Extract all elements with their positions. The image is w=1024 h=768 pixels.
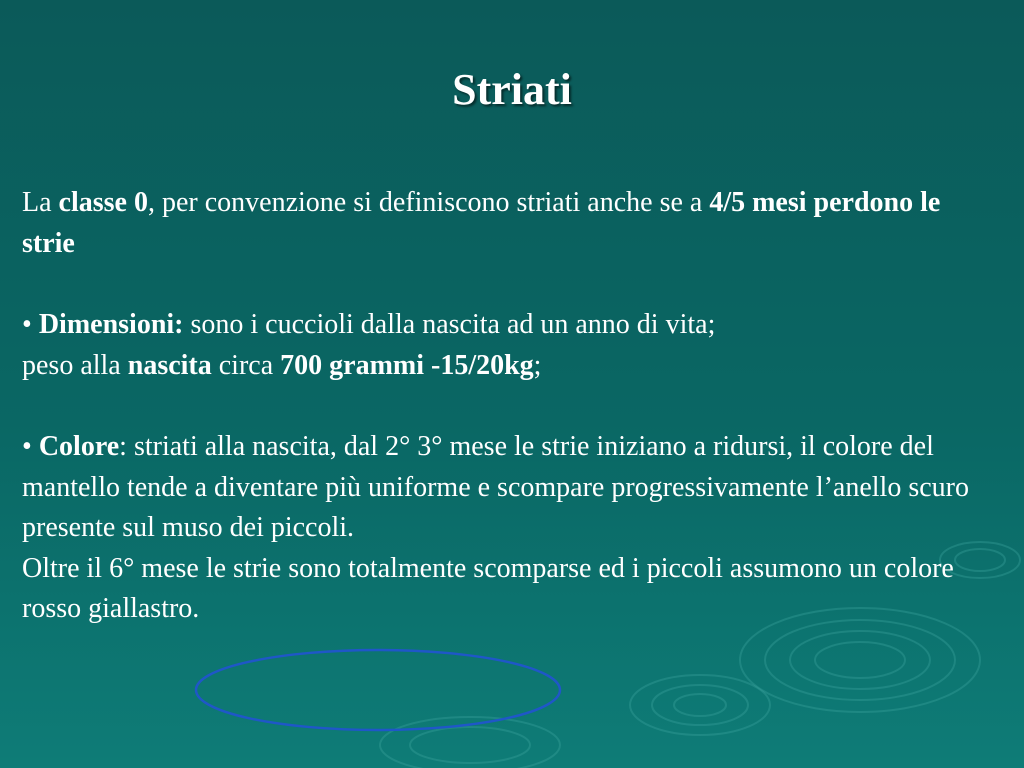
color-label: Colore [38, 431, 120, 462]
spacer [22, 386, 997, 427]
slide-body [22, 183, 997, 630]
color-bullet [22, 427, 997, 549]
color-after-six-months: Oltre il 6° mese le strie sono totalmente scomparse ed i piccoli assumono un colore rosso giallastro. [22, 552, 954, 624]
weight-text: circa [211, 349, 281, 381]
intro-text: , per convenzione si definiscono striati anche se a [147, 187, 710, 218]
dimensions-bullet [22, 305, 997, 346]
bullet-mark: • [22, 309, 39, 340]
weight-text: peso alla [22, 349, 128, 381]
weight-text: ; [533, 349, 542, 381]
weight-line [22, 346, 997, 387]
slide-title: Striati [452, 65, 572, 114]
intro-text: La [22, 187, 59, 218]
spacer [22, 264, 997, 305]
dimensions-label: Dimensioni: [38, 309, 184, 340]
bullet-mark: • [22, 431, 39, 462]
weight-bold-values: 700 grammi -15/20kg [280, 349, 534, 381]
blue-ellipse-shape [196, 650, 560, 730]
intro-bold-class: classe 0 [58, 187, 148, 218]
color-text: : striati alla nascita, dal 2° 3° mese le strie iniziano a ridursi, il colore del mantello tende a diventare più uniforme e scompare progressivamente l’anello scuro presente sul muso dei piccoli. [22, 431, 969, 543]
intro-paragraph [22, 183, 997, 264]
dimensions-text: sono i cuccioli dalla nascita ad un anno di vita; [183, 309, 716, 340]
intro-bold-months: 4/5 mesi perdono le strie [22, 187, 941, 259]
weight-bold-birth: nascita [127, 349, 212, 381]
